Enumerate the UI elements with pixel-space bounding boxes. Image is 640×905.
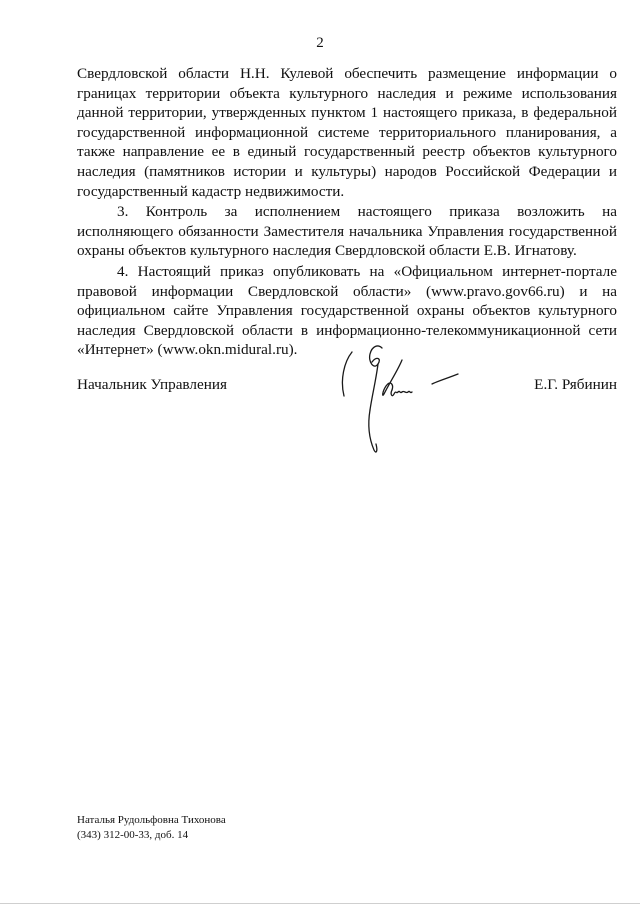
- paragraph-continuation: Свердловской области Н.Н. Кулевой обеспечить размещение информации о границах территории объекта культурного наследия и режиме использования данной территории, утвержденных пунктом 1 настоящего приказа, в федеральной государственной информационной системе территориального планирования, а также направление ее в единый государственный реестр объектов культурного наследия (памятников истории и культуры) народов Российской Федерации и государственный кадастр недвижимости.: [77, 65, 617, 200]
- handwritten-signature: [338, 340, 470, 456]
- executor-phone: (343) 312-00-33, доб. 14: [77, 828, 189, 841]
- executor-info: [77, 813, 226, 842]
- paragraph-item-4: 4. Настоящий приказ опубликовать на «Официальном интернет-портале правовой информации Свердловской области» (www.pravo.gov66.ru) и на официальном сайте Управления государственной охраны объектов культурного наследия Свердловской области в информационно-телекоммуникационной сети «Интернет» (www.okn.midural.ru).: [77, 262, 617, 359]
- paragraph-item-3: 3. Контроль за исполнением настоящего приказа возложить на исполняющего обязанности Заместителя начальника Управления государственной охраны объектов культурного наследия Свердловской области Е.В. Игнатову.: [77, 203, 617, 260]
- signatory-position: Начальник Управления: [77, 376, 227, 393]
- page-number: 2: [316, 35, 324, 51]
- page-bottom-edge: [0, 903, 640, 904]
- document-body: [77, 64, 617, 360]
- signatory-name: Е.Г. Рябинин: [534, 376, 617, 393]
- executor-name: Наталья Рудольфовна Тихонова: [77, 814, 226, 826]
